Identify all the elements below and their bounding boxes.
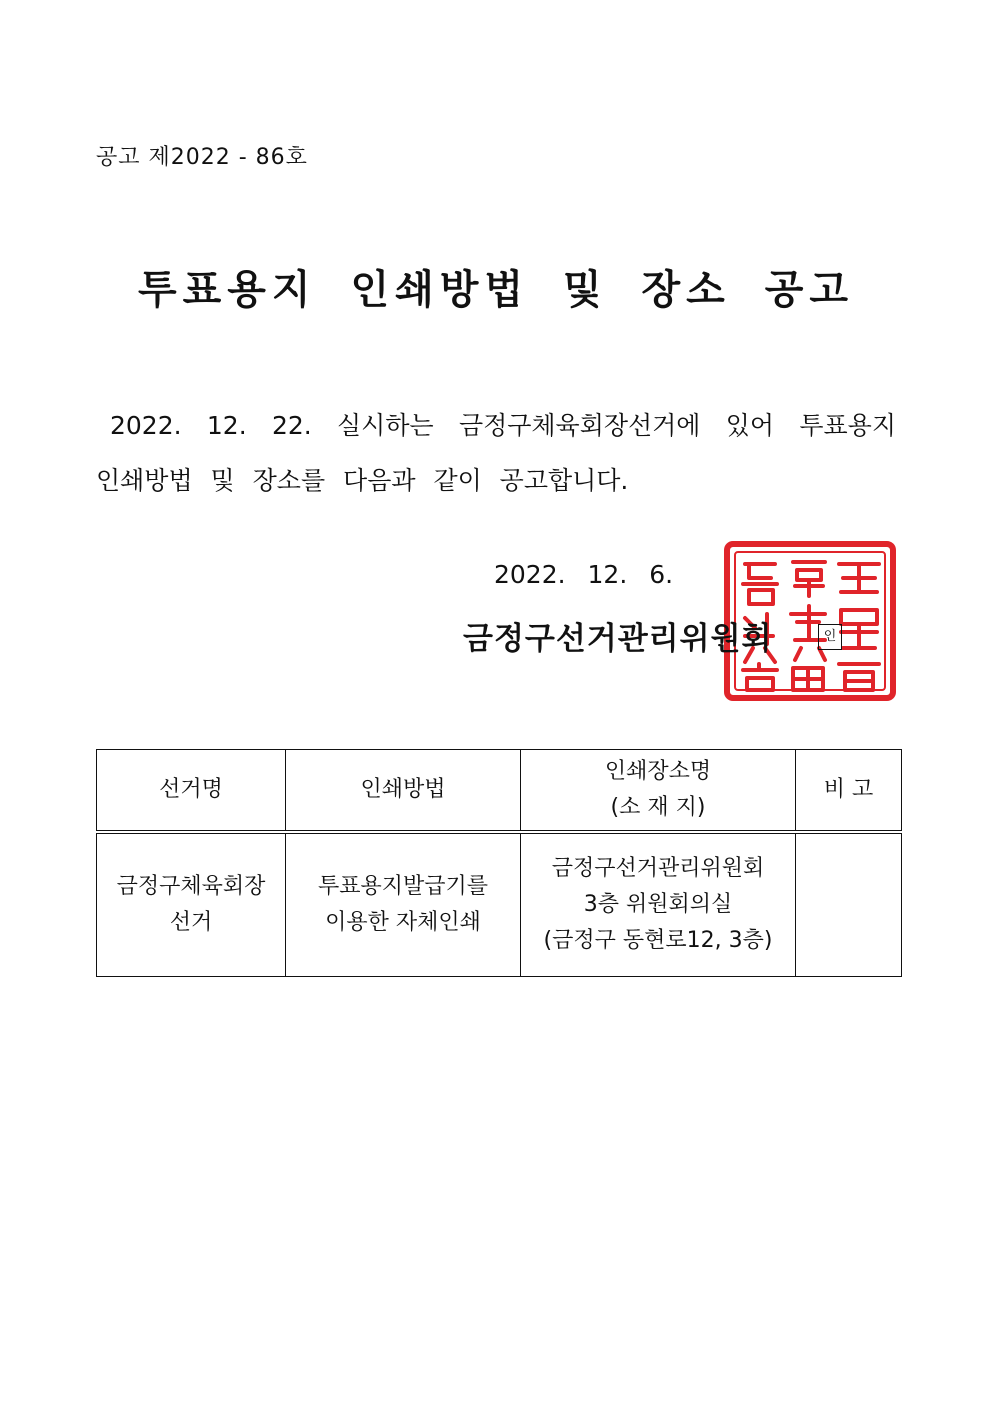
header-election: 선거명 [97,750,286,833]
body-line-1: 2022. 12. 22. 실시하는 금정구체육회장선거에 있어 투표용지 [110,411,896,440]
notice-number: 공고 제2022 - 86호 [96,145,308,170]
document-title: 투표용지 인쇄방법 및 장소 공고 [137,267,855,313]
table-row [97,832,902,977]
table-header-row [97,750,902,833]
cell-method [286,832,521,977]
printing-info-table [96,749,902,977]
cell-method-line-1: 투표용지발급기를 [317,874,489,899]
cell-place-line-2: 3층 위원회의실 [583,892,733,917]
cell-place-line-3: (금정구 동현로12, 3층) [543,928,773,953]
cell-place-line-1: 금정구선거관리위원회 [551,856,765,881]
body-paragraph [96,398,896,508]
header-place-line-2: (소 재 지) [610,795,706,820]
cell-method-line-2: 이용한 자체인쇄 [325,910,481,935]
header-method: 인쇄방법 [286,750,521,833]
body-line-2: 인쇄방법 및 장소를 다음과 같이 공고합니다. [96,466,629,495]
header-place [521,750,796,833]
header-place-line-1: 인쇄장소명 [604,759,712,784]
cell-place [521,832,796,977]
cell-remarks [796,832,902,977]
issuer-name: 금정구선거관리위원회 [463,621,773,657]
header-remarks: 비 고 [796,750,902,833]
cell-election [97,832,286,977]
cell-election-line-2: 선거 [169,910,213,935]
cell-election-line-1: 금정구체육회장 [116,874,266,899]
announcement-date: 2022. 12. 6. [494,560,674,589]
seal-mark: 인 [818,624,842,650]
